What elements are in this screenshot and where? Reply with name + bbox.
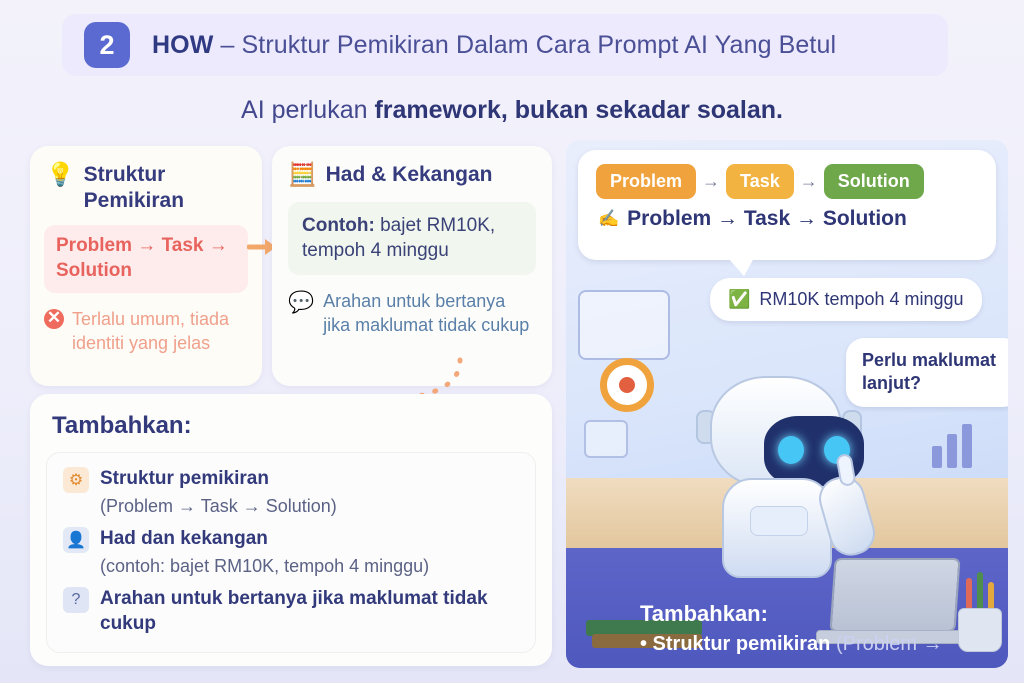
card-had-kekangan xyxy=(272,146,552,386)
card-had-header xyxy=(272,146,552,188)
step-number-badge: 2 xyxy=(84,22,130,68)
flow-chips xyxy=(578,150,996,199)
list-item-sub: (Problem → Task → Solution) xyxy=(100,495,337,516)
speech-bubble-question: Perlu maklumat lanjut? xyxy=(846,338,1008,407)
card-had-title: Had & Kekangan xyxy=(325,163,493,186)
list-item xyxy=(63,587,519,636)
list-item-title: Arahan untuk bertanya jika maklumat tidak cukup xyxy=(100,587,488,634)
list-item xyxy=(63,527,519,578)
page-title xyxy=(152,31,836,60)
card-struktur-note xyxy=(44,307,248,356)
card-struktur-pemikiran xyxy=(30,146,262,386)
list-item-title: Had dan kekangan xyxy=(100,527,268,549)
flow-text-row xyxy=(578,199,996,231)
bar-chart-icon xyxy=(932,420,986,468)
chip-task: Task xyxy=(726,164,794,199)
flow-arrow-1: → xyxy=(702,171,721,191)
flow-text: Problem → Task → Solution xyxy=(627,207,907,230)
user-icon: 👤 xyxy=(63,527,89,553)
illustration-footer-line xyxy=(640,633,1000,656)
flow-arrow-2: → xyxy=(799,171,818,191)
calculator-icon: 🧮 xyxy=(288,161,317,187)
list-item-title: Struktur pemikiran xyxy=(100,468,269,489)
illustration-panel xyxy=(566,140,1008,668)
card-tambahkan-list xyxy=(46,452,536,653)
page-title-strong: HOW xyxy=(152,30,214,59)
subtitle-prefix: AI perlukan xyxy=(241,96,375,124)
question-icon: ? xyxy=(63,587,89,613)
robot-eye-left xyxy=(778,436,804,464)
list-item-sub: (contoh: bajet RM10K, tempoh 4 minggu) xyxy=(100,555,430,576)
header-bar xyxy=(62,14,948,76)
card-had-row-text: Arahan untuk bertanya jika maklumat tidak cukup xyxy=(323,290,530,336)
card-struktur-header xyxy=(30,146,262,213)
card-had-example-label: Contoh: xyxy=(302,214,375,236)
subtitle xyxy=(0,96,1024,125)
card-struktur-title: Struktur Pemikiran xyxy=(83,163,185,212)
gear-icon: ⚙ xyxy=(63,467,89,493)
chat-bubble-icon: 💬 xyxy=(288,290,315,314)
subtitle-strong: framework, bukan sekadar soalan. xyxy=(374,96,783,124)
card-had-row xyxy=(288,289,536,338)
network-graph-icon xyxy=(578,290,670,360)
check-icon: ✅ xyxy=(728,289,751,309)
target-icon xyxy=(600,358,654,412)
lightbulb-icon: 💡 xyxy=(46,161,75,187)
illustration-footer xyxy=(640,601,1000,656)
card-tambahkan-title: Tambahkan: xyxy=(52,412,192,439)
illustration-footer-line-strong: • Struktur pemikiran xyxy=(640,633,836,655)
speech-bubble-framework xyxy=(578,150,996,260)
error-cross-icon: ✕ xyxy=(44,309,64,329)
card-struktur-note-text: Terlalu umum, tiada identiti yang jelas xyxy=(72,308,230,353)
speech-bubble-budget-text: RM10K tempoh 4 minggu xyxy=(759,289,964,309)
robot-head xyxy=(710,376,842,488)
illustration-footer-title: Tambahkan: xyxy=(640,601,768,626)
chip-problem: Problem xyxy=(596,164,696,199)
square-icon xyxy=(584,420,628,458)
card-struktur-pill: Problem → Task → Solution xyxy=(44,225,248,292)
list-item xyxy=(63,467,519,518)
card-had-example-text: bajet RM10K, tempoh 4 minggu xyxy=(302,214,496,262)
card-tambahkan xyxy=(30,394,552,666)
chip-solution: Solution xyxy=(824,164,924,199)
illustration-footer-line-dim: (Problem → xyxy=(835,633,943,655)
page-title-rest: – Struktur Pemikiran Dalam Cara Prompt AI Yang Betul xyxy=(213,30,837,59)
robot-chest-panel xyxy=(750,506,808,536)
pencil-icon: ✍ xyxy=(598,209,620,228)
card-had-example xyxy=(288,202,536,275)
speech-bubble-budget xyxy=(710,278,982,321)
